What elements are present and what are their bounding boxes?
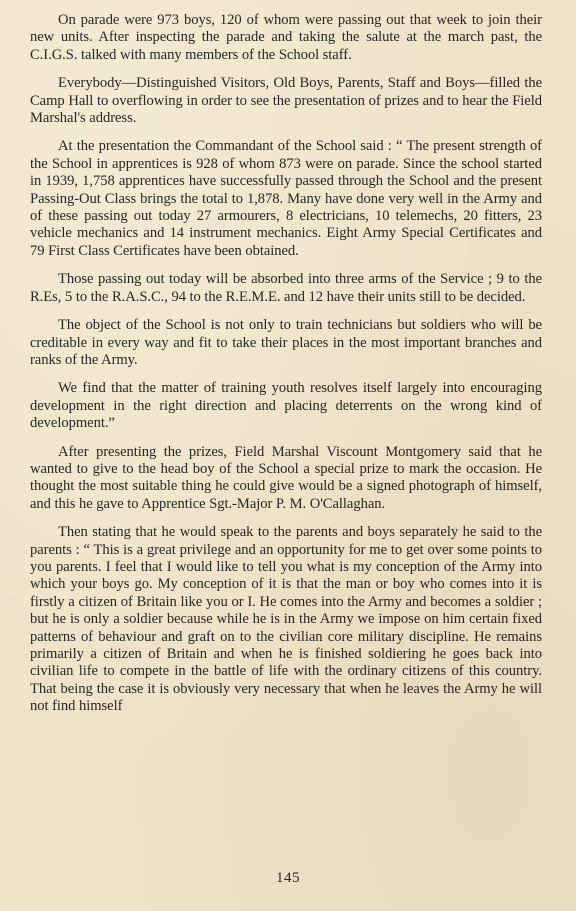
paragraph-montgomery-prize: After presenting the prizes, Field Marshal Viscount Montgomery said that he wanted to give to the head boy of the School a special prize to mark the occasion. He thought the most suitable thing he could give would be a signed photograph of himself, and this he gave to Apprentice Sgt.-Major P. M. O'Callaghan. [30, 443, 542, 512]
paragraph-commandant-speech: At the presentation the Commandant of the School said : “ The present strength of the School in apprentices is 928 of whom 873 were on parade. Since the school started in 1939, 1,758 apprentices have successfully passed through the School and the present Passing-Out Class brings the total to 1,878. Many have done very well in the Army and of these passing out today 27 armourers, 8 electricians, 10 telemechs, 20 fitters, 23 vehicle mechanics and 14 instrument mechanics. Eight Army Special Certificates and 79 First Class Certificates have been obtained. [30, 138, 542, 259]
paragraph-service-arms: Those passing out today will be absorbed into three arms of the Service ; 9 to the R.Es, 5 to the R.A.S.C., 94 to the R.E.M.E. and 12 have their units still to be decided. [30, 271, 542, 305]
paragraph-parade: On parade were 973 boys, 120 of whom were passing out that week to join their new units. After inspecting the parade and taking the salute at the march past, the C.I.G.S. talked with many members of the School staff. [30, 12, 542, 63]
paragraph-training-youth: We find that the matter of training youth resolves itself largely into encouraging development in the right direction and placing deterrents on the wrong kind of development.” [30, 380, 542, 432]
paragraph-school-object: The object of the School is not only to train technicians but soldiers who will be creditable in every way and fit to take their places in the most important branches and ranks of the Army. [30, 317, 542, 368]
paragraph-camp-hall: Everybody—Distinguished Visitors, Old Boys, Parents, Staff and Boys—filled the Camp Hall to overflowing in order to see the presentation of prizes and to hear the Field Marshal's address. [30, 75, 542, 127]
body-text [30, 12, 542, 716]
paragraph-address-to-parents: Then stating that he would speak to the parents and boys separately he said to the parents : “ This is a great privilege and an opportunity for me to get over some points to you parents. I feel that I would like to tell you what is my conception of the Army into which your boys go. My conception of it is that the man or boy who comes into it is firstly a citizen of Britain like you or I. He comes into the Army and becomes a soldier ; but he is only a soldier because while he is in the Army we impose on him certain fixed patterns of behaviour and graft on to the civilian core military discipline. He remains primarily a citizen of Britain and when he is finished soldiering he goes back into civilian life to compete in the battle of life with the ordinary citizens of this country. That being the case it is obviously very necessary that when he leaves the Army he will not find himself [30, 524, 542, 715]
page-number: 145 [276, 870, 300, 886]
